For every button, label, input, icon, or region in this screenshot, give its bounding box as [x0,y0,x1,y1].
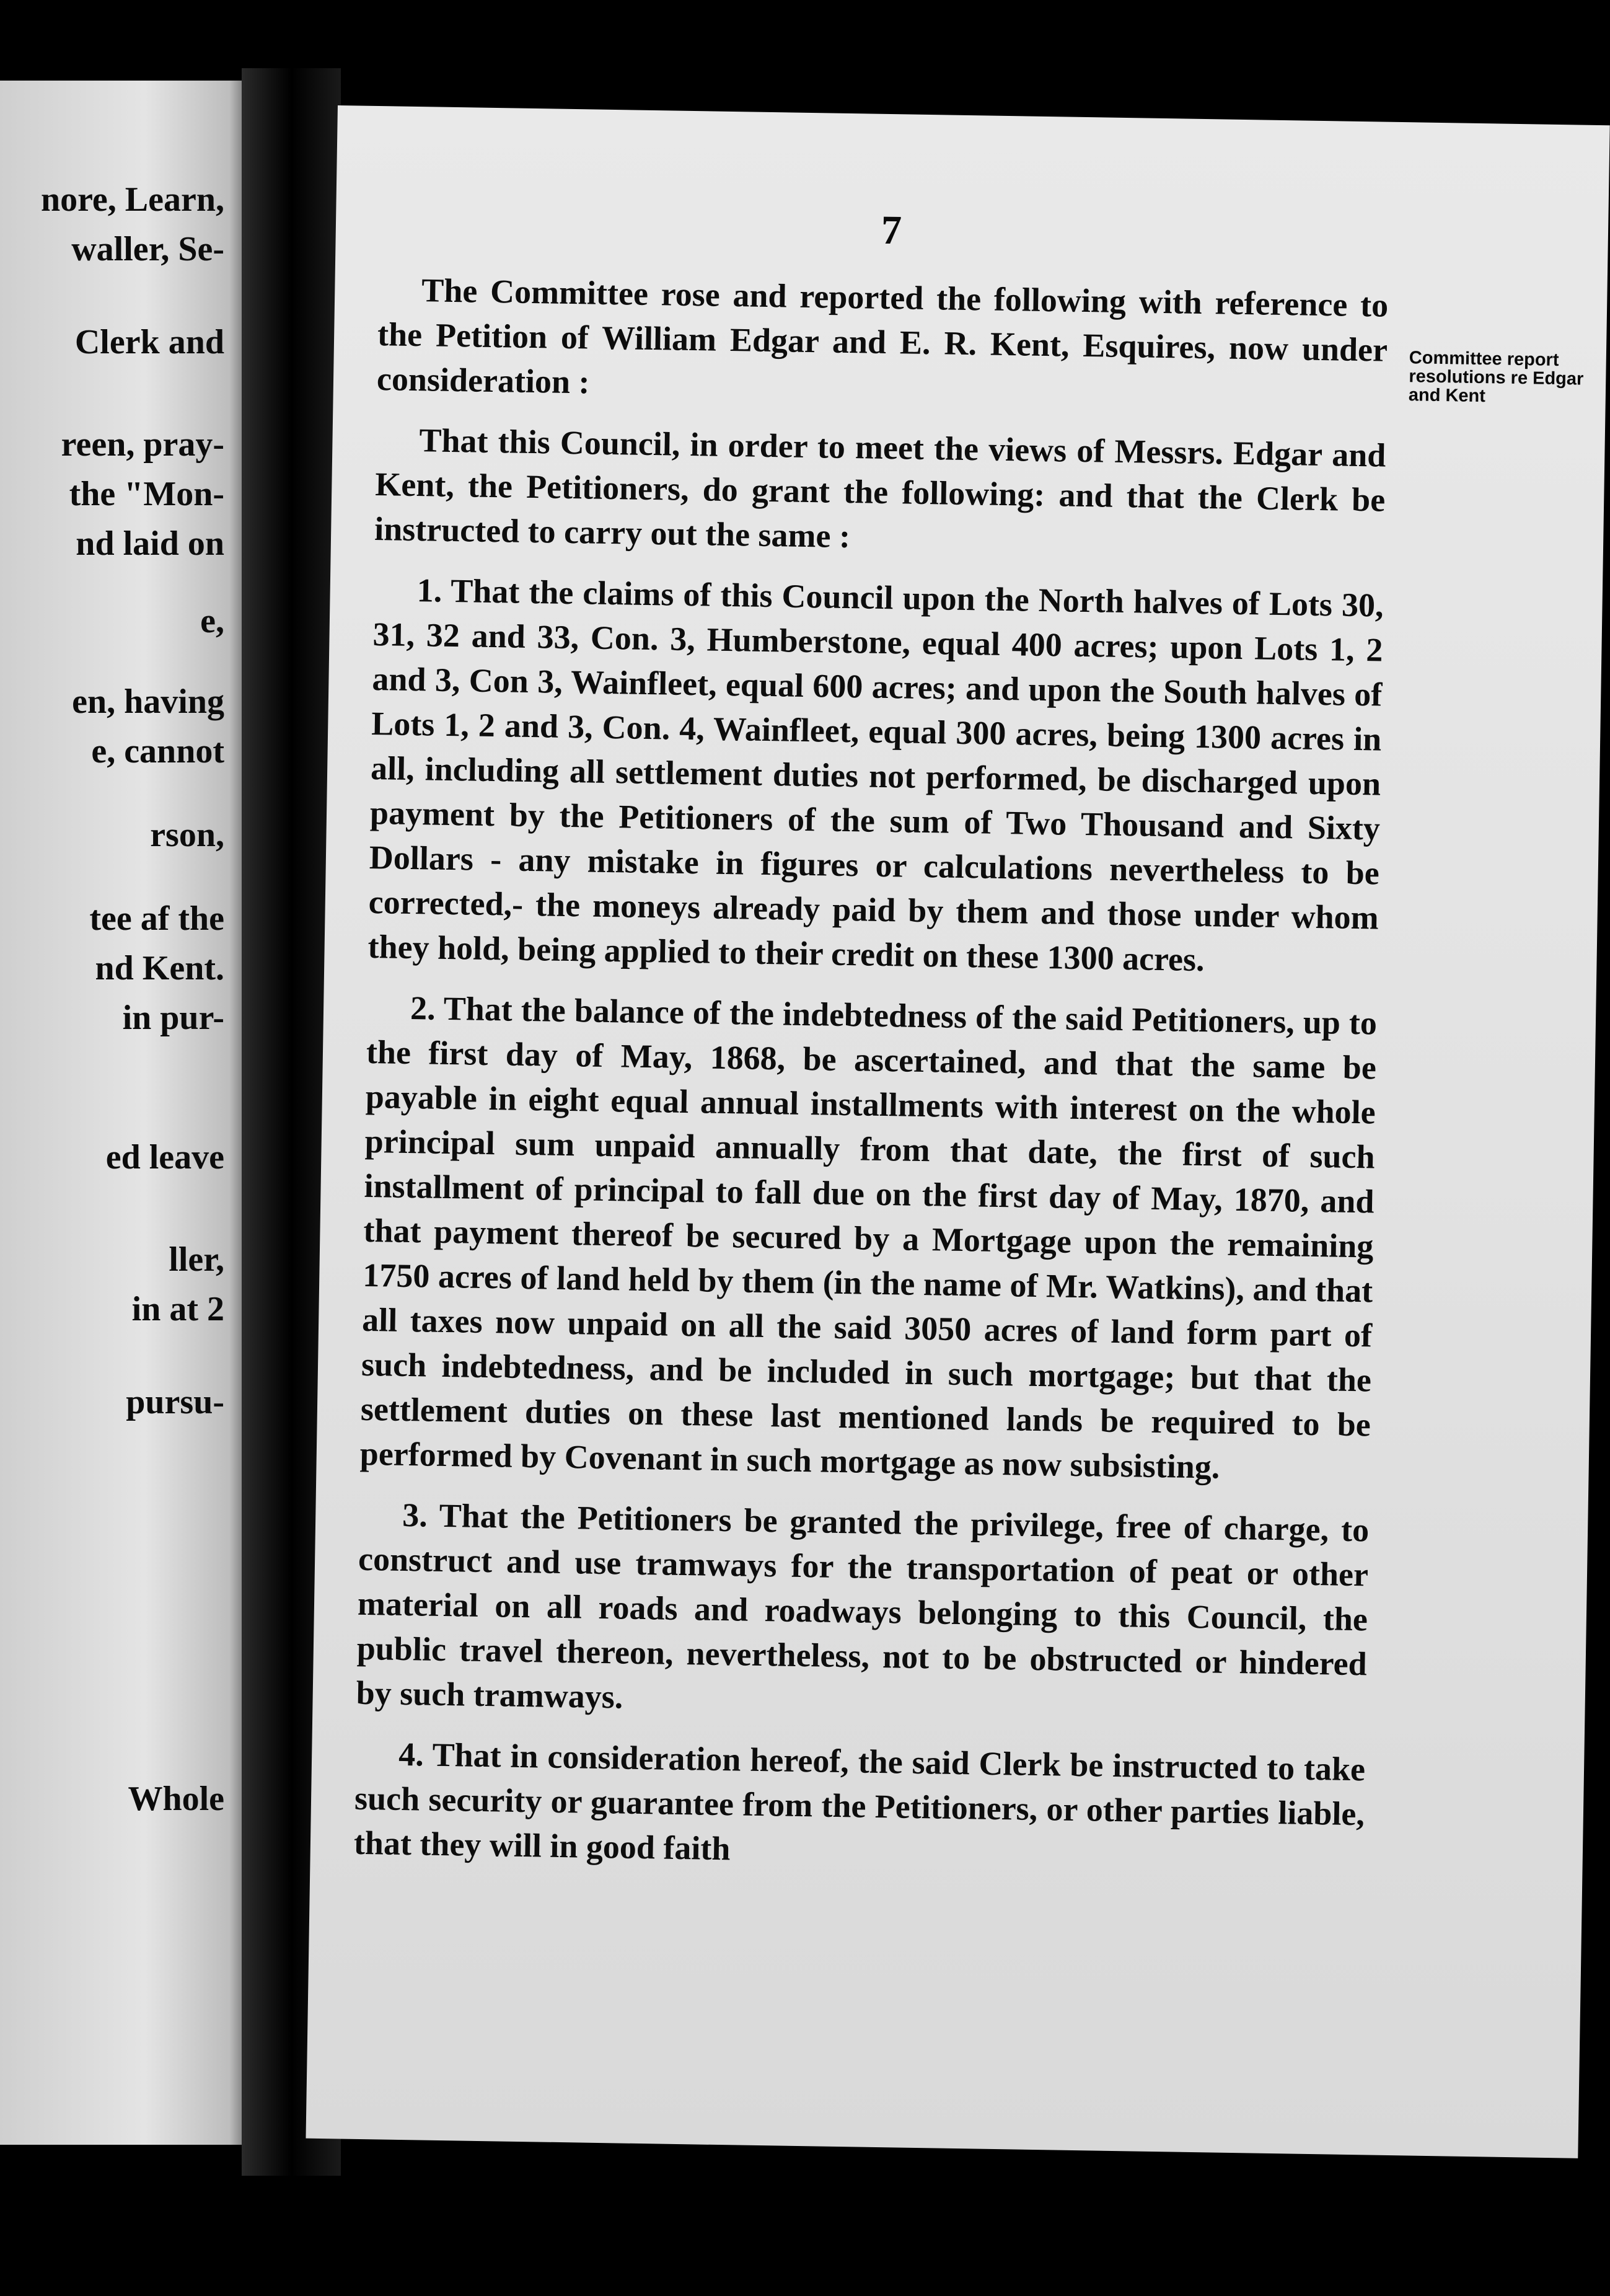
paragraph-item-3: 3. That the Petitioners be granted the privilege, free of charge, to construct and use tramways for the transportation of peat or other material on all roads and roadways belonging to this Council, the public travel thereon, nevertheless, not to be obstructed or hindered by such tramways. [356,1496,1370,1716]
facing-page-line: waller, Se- [71,230,224,268]
facing-page-line: e, [200,602,224,640]
paragraph-resolution-preamble: That this Council, in order to meet the views of Messrs. Edgar and Kent, the Petitioners, do grant the following: and that the Clerk be instructed to carry out the same : [374,422,1386,555]
facing-page-line: e, cannot [91,732,224,770]
facing-page-line: en, having [72,682,224,721]
facing-page-line: Whole [128,1780,224,1818]
facing-page-line: pursu- [126,1383,224,1421]
paragraph-item-4: 4. That in consideration hereof, the said Clerk be instructed to take such security or guarantee from the Petitioners, or other parties liable, that they will in good faith [353,1735,1366,1868]
facing-page-line: nore, Learn, [40,180,224,219]
facing-page-line: in pur- [122,999,224,1037]
margin-note: Committee report resolutions re Edgar and Kent [1408,348,1584,407]
page-body [353,267,1389,1897]
facing-page [0,81,242,2145]
facing-page-line: nd laid on [76,524,224,563]
facing-page-line: in at 2 [131,1290,224,1328]
facing-page-line: ed leave [105,1138,224,1177]
facing-page-line: Clerk and [74,323,224,361]
facing-page-line: the "Mon- [69,475,224,513]
facing-page-line: nd Kent. [95,949,224,987]
document-page [306,105,1609,2158]
paragraph-item-2: 2. That the balance of the indebtedness of the said Petitioners, up to the first day of May, 1868, be ascertained, and that the same be payable in eight equal annual installments with interest on the whole principal sum unpaid annually from that date, the first of such installment of principal to fall due on the first day of May, 1870, and that payment thereof be secured by a Mortgage upon the remaining 1750 acres of land held by them (in the name of Mr. Watkins), and that all taxes now unpaid on all the said 3050 acres of land form part of such indebtedness, and be included in such mortgage; but that the settlement duties on these last mentioned lands be required to be performed by Covenant in such mortgage as now subsisting. [359,989,1378,1486]
facing-page-line: rson, [150,816,224,854]
facing-page-line: ller, [169,1240,224,1279]
facing-page-line: reen, pray- [61,425,224,464]
paragraph-item-1: 1. That the claims of this Council upon the North halves of Lots 30, 31, 32 and 33, Con. 3, Humberstone, equal 400 acres; upon Lots 1, 2 and 3, Con 3, Wainfleet, equal 600 acres; and upon the South halves of Lots 1, 2 and 3, Con. 4, Wainfleet, equal 300 acres, being 1300 acres in all, including all settlement duties not performed, be discharged upon payment by the Petitioners of the sum of Two Thousand and Sixty Dollars - any mistake in figures or calculations nevertheless to be corrected,- the moneys already paid by them and those under whom they hold, being applied to their credit on these 1300 acres. [367,572,1384,979]
paragraph-committee-report: The Committee rose and reported the following with reference to the Petition of William Edgar and E. R. Kent, Esquires, now under consideration : [376,272,1389,401]
facing-page-line: tee af the [89,899,224,938]
page-number: 7 [881,207,902,254]
